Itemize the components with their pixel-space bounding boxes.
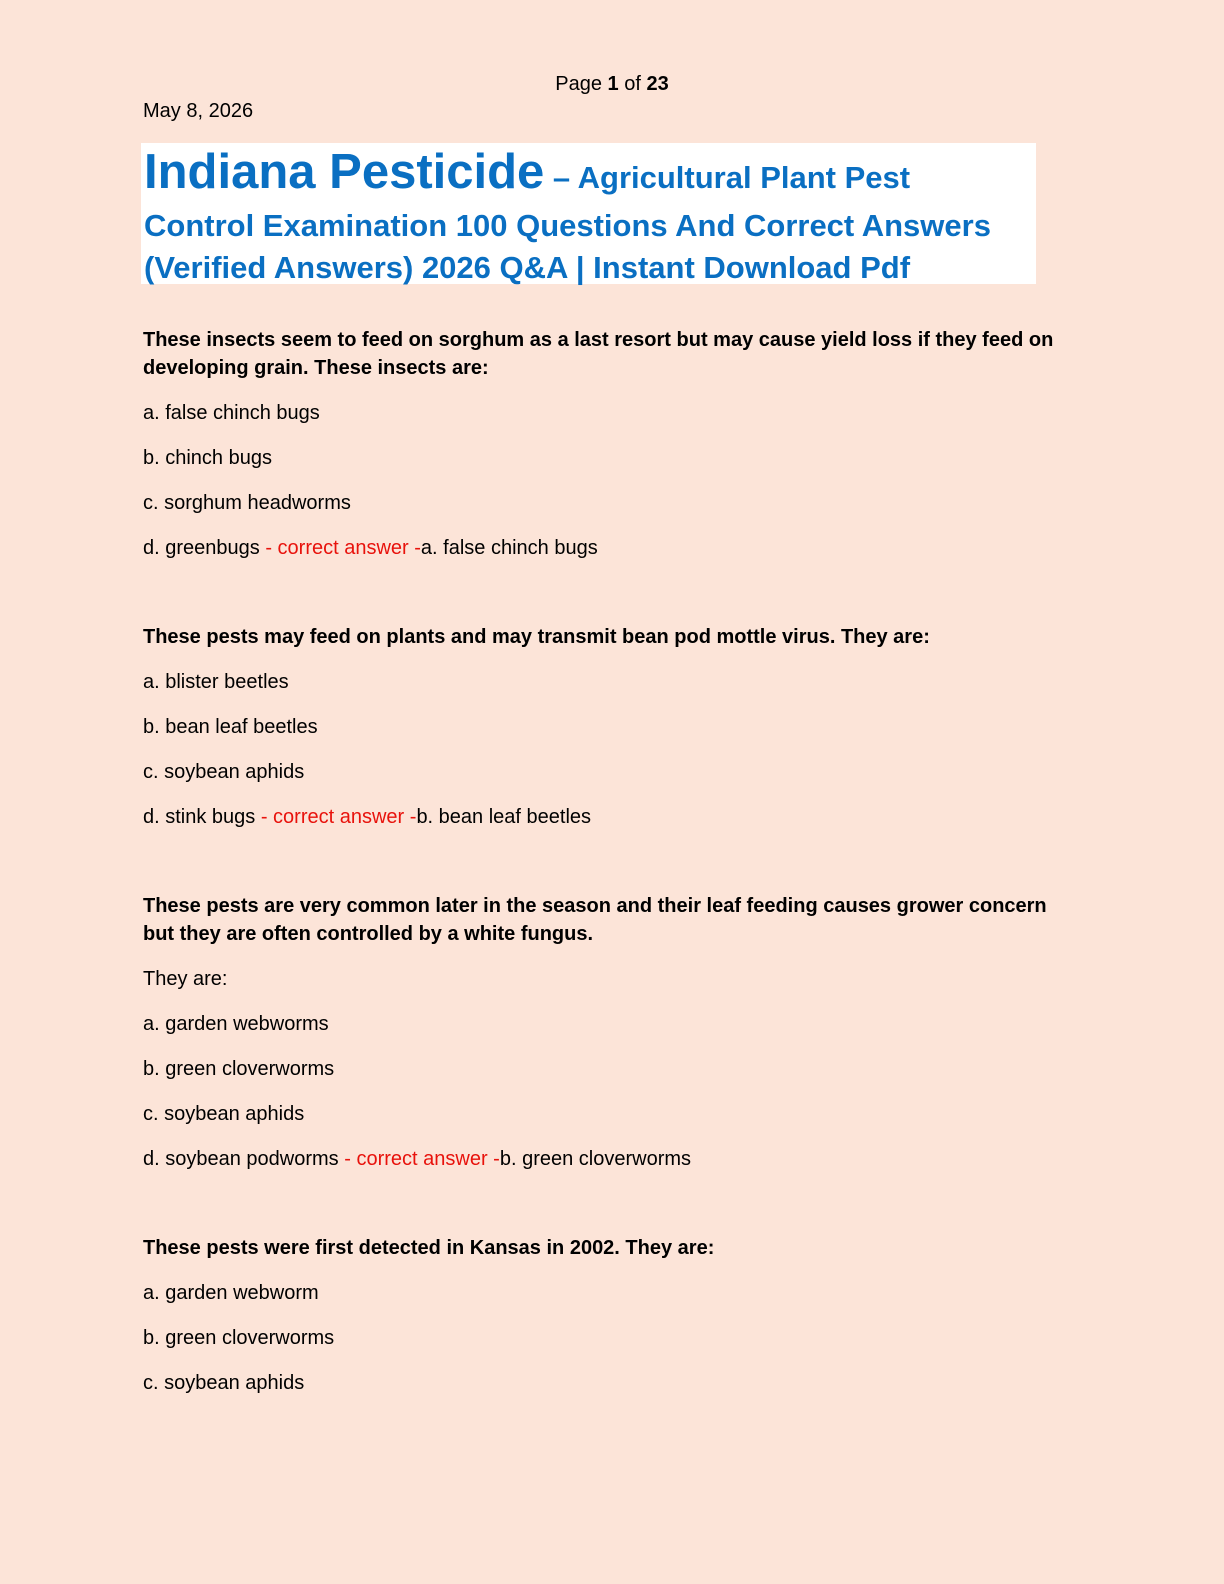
option-a: a. blister beetles bbox=[143, 671, 289, 693]
option-b: b. bean leaf beetles bbox=[143, 716, 318, 738]
option-b: b. green cloverworms bbox=[143, 1058, 335, 1080]
option-d-with-answer bbox=[143, 1145, 1083, 1173]
option-d: d. greenbugs bbox=[143, 537, 266, 559]
question-text: These pests are very common later in the season and their leaf feeding causes grower concern but they are often controlled by a white fungus. bbox=[143, 895, 1047, 945]
title-line-3: (Verified Answers) 2026 Q&A | Instant Download Pdf bbox=[144, 250, 911, 285]
option-a: a. garden webworms bbox=[143, 1013, 329, 1035]
answer-marker: - correct answer - bbox=[260, 806, 417, 828]
correct-answer: b. bean leaf beetles bbox=[416, 806, 592, 828]
option-a: a. garden webworm bbox=[143, 1282, 319, 1304]
title-line-1 bbox=[144, 145, 1036, 205]
question-block bbox=[143, 326, 1083, 562]
spacer bbox=[143, 848, 1083, 892]
answer-marker: - correct answer - bbox=[265, 537, 421, 559]
page-mid: of bbox=[618, 73, 647, 95]
document-date: May 8, 2026 bbox=[143, 100, 254, 122]
answer-marker: - correct answer - bbox=[344, 1148, 500, 1170]
question-block bbox=[143, 892, 1083, 1173]
correct-answer: a. false chinch bugs bbox=[420, 537, 598, 559]
page-prefix: Page bbox=[555, 73, 608, 95]
question-text: These pests may feed on plants and may transmit bean pod mottle virus. They are: bbox=[143, 626, 930, 648]
spacer bbox=[143, 579, 1083, 623]
option-b: b. green cloverworms bbox=[143, 1327, 335, 1349]
title-subtitle: – Agricultural Plant Pest bbox=[544, 160, 911, 195]
question-lead: They are: bbox=[143, 968, 228, 990]
document-title bbox=[141, 143, 1036, 284]
page-counter bbox=[0, 73, 1224, 96]
option-c: c. soybean aphids bbox=[143, 761, 305, 783]
option-d: d. soybean podworms bbox=[143, 1148, 345, 1170]
question-block bbox=[143, 1234, 1083, 1397]
option-a: a. false chinch bugs bbox=[143, 402, 320, 424]
questions-list bbox=[143, 326, 1083, 1414]
page-total: 23 bbox=[646, 73, 669, 95]
option-d-with-answer bbox=[143, 534, 1083, 562]
question-block bbox=[143, 623, 1083, 831]
title-main: Indiana Pesticide bbox=[144, 145, 545, 199]
option-d: d. stink bugs bbox=[143, 806, 261, 828]
option-c: c. sorghum headworms bbox=[143, 492, 351, 514]
option-c: c. soybean aphids bbox=[143, 1103, 305, 1125]
title-line-2: Control Examination 100 Questions And Correct Answers bbox=[144, 208, 991, 243]
option-d-with-answer bbox=[143, 803, 1083, 831]
question-text: These pests were first detected in Kansas in 2002. They are: bbox=[143, 1237, 715, 1259]
option-c: c. soybean aphids bbox=[143, 1372, 305, 1394]
spacer bbox=[143, 1190, 1083, 1234]
question-text: These insects seem to feed on sorghum as a last resort but may cause yield loss if they feed on developing grain. These insects are: bbox=[143, 329, 1054, 379]
correct-answer: b. green cloverworms bbox=[499, 1148, 692, 1170]
page-current: 1 bbox=[607, 73, 619, 95]
option-b: b. chinch bugs bbox=[143, 447, 272, 469]
